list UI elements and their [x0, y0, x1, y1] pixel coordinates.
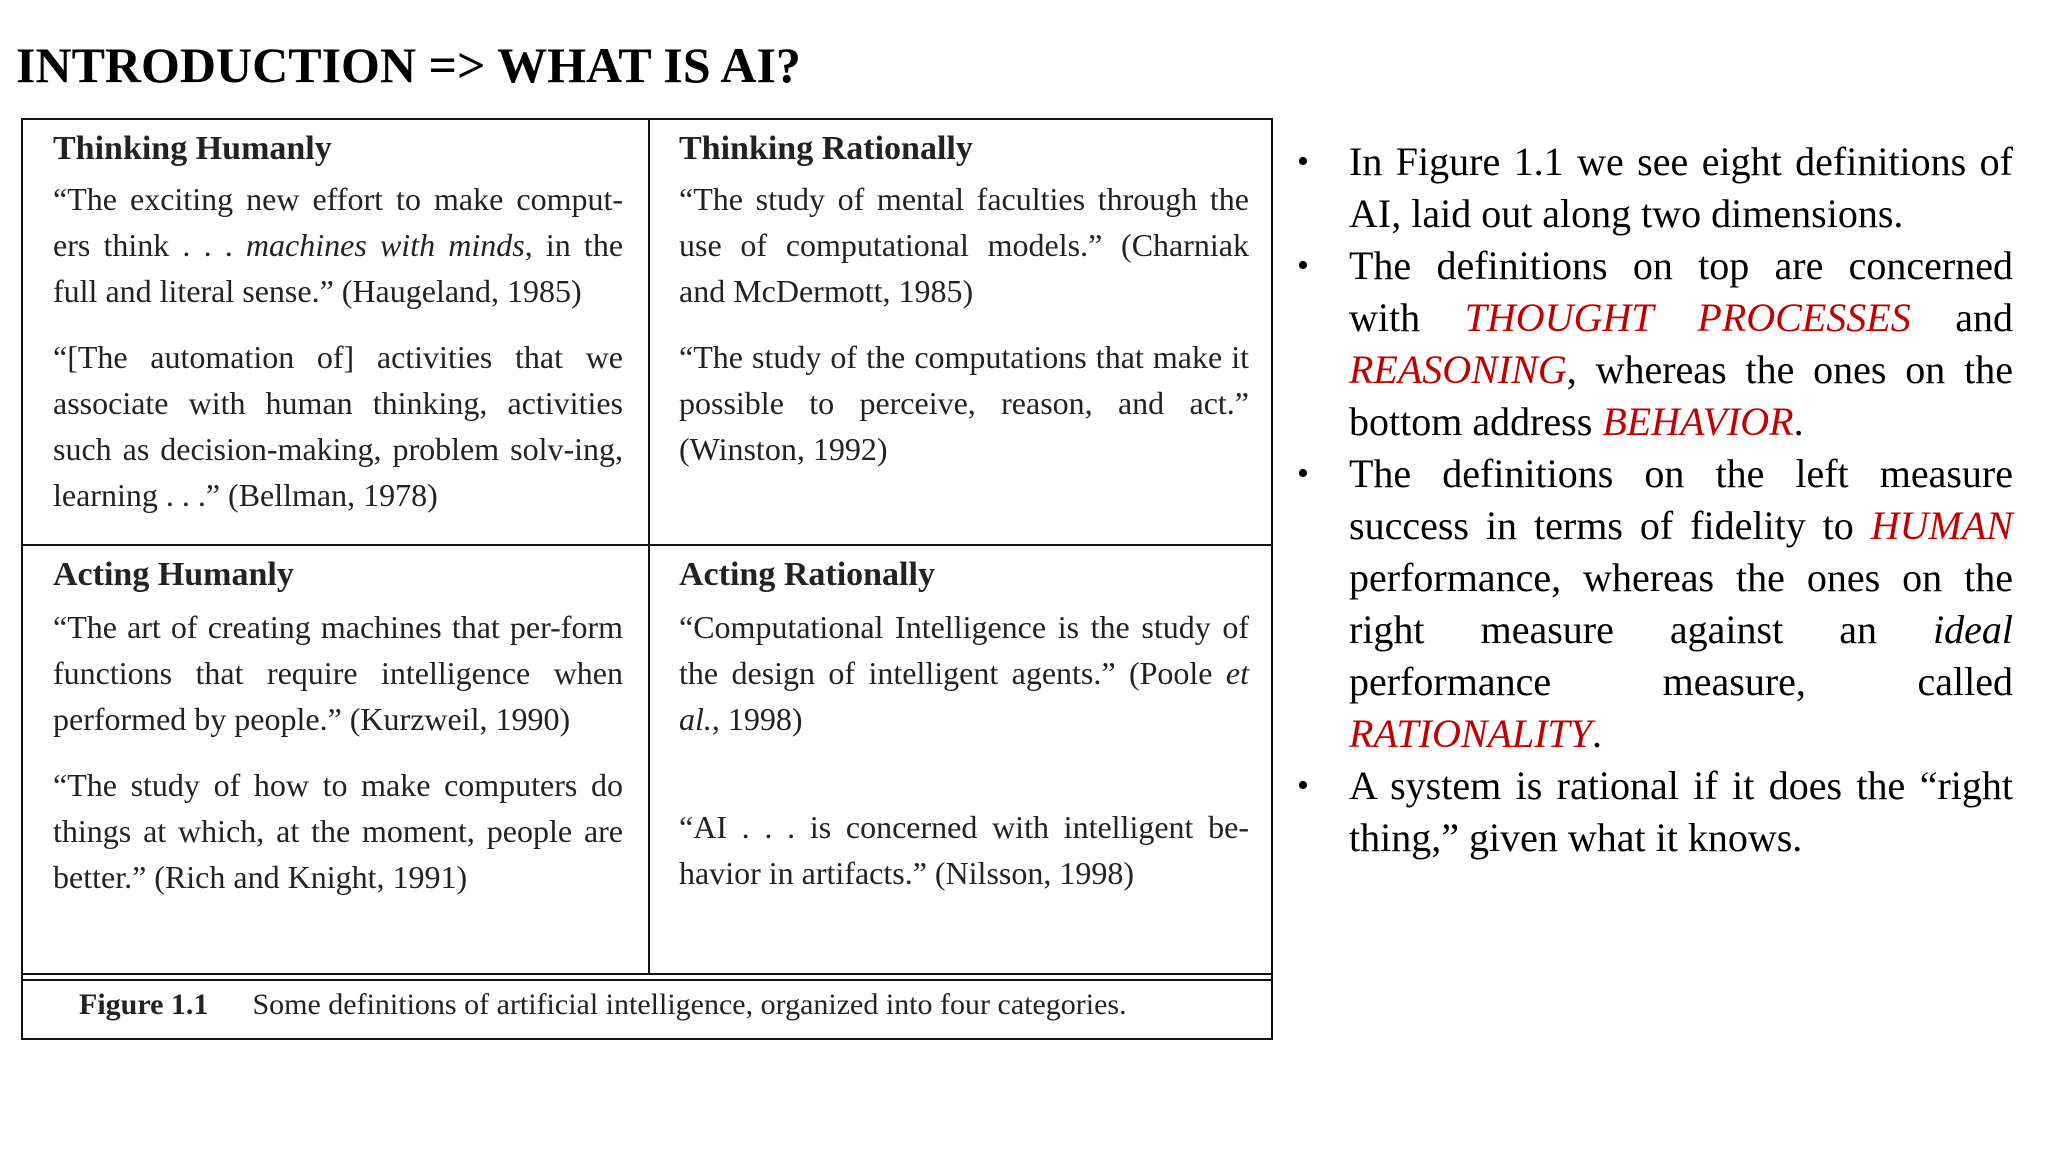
- bullet-item: [1295, 136, 2013, 240]
- quadrant-acting-humanly: [53, 556, 623, 920]
- figure-table: [21, 118, 1273, 1040]
- bullet-text: .: [1793, 399, 1804, 444]
- quote: “The art of creating machines that per-form functions that require intelligence when performed by people.” (Kurzweil, 1990): [53, 609, 623, 737]
- caption-text: Some definitions of artificial intelligence, organized into four categories.: [252, 988, 1127, 1021]
- bullet-text: In Figure 1.1 we see eight definitions of AI, laid out along two dimensions.: [1349, 139, 2013, 236]
- bullet-item: [1295, 760, 2013, 864]
- bullet-text: The definitions on top are concerned with: [1349, 243, 2013, 340]
- quadrant-heading: Acting Humanly: [53, 556, 294, 593]
- highlight-term: BEHAVIOR: [1602, 399, 1794, 444]
- highlight-term: THOUGHT PROCESSES: [1464, 295, 1911, 340]
- row-divider: [23, 544, 1271, 546]
- highlight-term: REASONING: [1349, 347, 1567, 392]
- figure-caption: [79, 988, 1127, 1022]
- quote: “The study of the computations that make it possible to perceive, reason, and act.” (Winston, 1992): [679, 339, 1249, 467]
- bullet-text: .: [1592, 711, 1603, 756]
- bullet-text: A system is rational if it does the “right thing,” given what it knows.: [1349, 763, 2013, 860]
- quadrant-thinking-humanly: [53, 130, 623, 538]
- bullet-text: performance measure, called: [1349, 659, 2013, 704]
- quote-emphasis: machines with minds: [245, 227, 525, 263]
- italic-term: ideal: [1933, 607, 2013, 652]
- quote: “The study of how to make computers do things at which, at the moment, people are better.” (Rich and Knight, 1991): [53, 767, 623, 895]
- figure-label: Figure 1.1: [79, 988, 209, 1021]
- bullet-text: The definitions on the left measure success in terms of fidelity to: [1349, 451, 2013, 548]
- caption-divider-top: [23, 973, 1271, 975]
- quadrant-heading: Thinking Rationally: [679, 130, 973, 167]
- bullet-text: and: [1910, 295, 2013, 340]
- bullet-list: [1295, 136, 2013, 864]
- quote: “[The automation of] activities that we associate with human thinking, activities such as decision-making, problem solv-ing, learning . . .” (Bellman, 1978): [53, 339, 623, 513]
- highlight-term: RATIONALITY: [1349, 711, 1593, 756]
- quadrant-thinking-rationally: [679, 130, 1249, 492]
- quote: “AI . . . is concerned with intelligent be-havior in artifacts.” (Nilsson, 1998): [679, 809, 1249, 891]
- quadrant-heading: Thinking Humanly: [53, 130, 332, 167]
- bullet-icon: •: [1297, 247, 1309, 284]
- quote: “The study of mental faculties through the use of computational models.” (Charniak and McDermott, 1985): [679, 181, 1249, 309]
- column-divider: [648, 120, 650, 975]
- quote-text: , in the full and literal sense.” (Haugeland, 1985): [53, 227, 624, 309]
- quote: [679, 604, 1249, 742]
- quote-text: , 1998): [711, 701, 803, 737]
- bullet-item: [1295, 240, 2013, 448]
- bullet-icon: •: [1297, 143, 1309, 180]
- bullet-text: performance, whereas the ones on the right measure against an: [1349, 555, 2013, 652]
- quadrant-heading: Acting Rationally: [679, 556, 935, 593]
- bullet-item: [1295, 448, 2013, 760]
- quote-text: “Computational Intelligence is the study of the design of intelligent agents.” (Poole: [679, 609, 1249, 691]
- quote-text: “The exciting new effort to make comput-ers think . . .: [53, 181, 623, 263]
- quote-emphasis: et al.: [679, 655, 1249, 737]
- quote: [53, 176, 623, 314]
- quadrant-acting-rationally: [679, 556, 1249, 916]
- caption-divider-bottom: [23, 979, 1271, 981]
- bullet-icon: •: [1297, 455, 1309, 492]
- page-title: INTRODUCTION => WHAT IS AI?: [16, 37, 801, 93]
- bullet-text: , whereas the ones on the bottom address: [1349, 347, 2013, 444]
- highlight-term: HUMAN: [1870, 503, 2013, 548]
- bullet-icon: •: [1297, 767, 1309, 804]
